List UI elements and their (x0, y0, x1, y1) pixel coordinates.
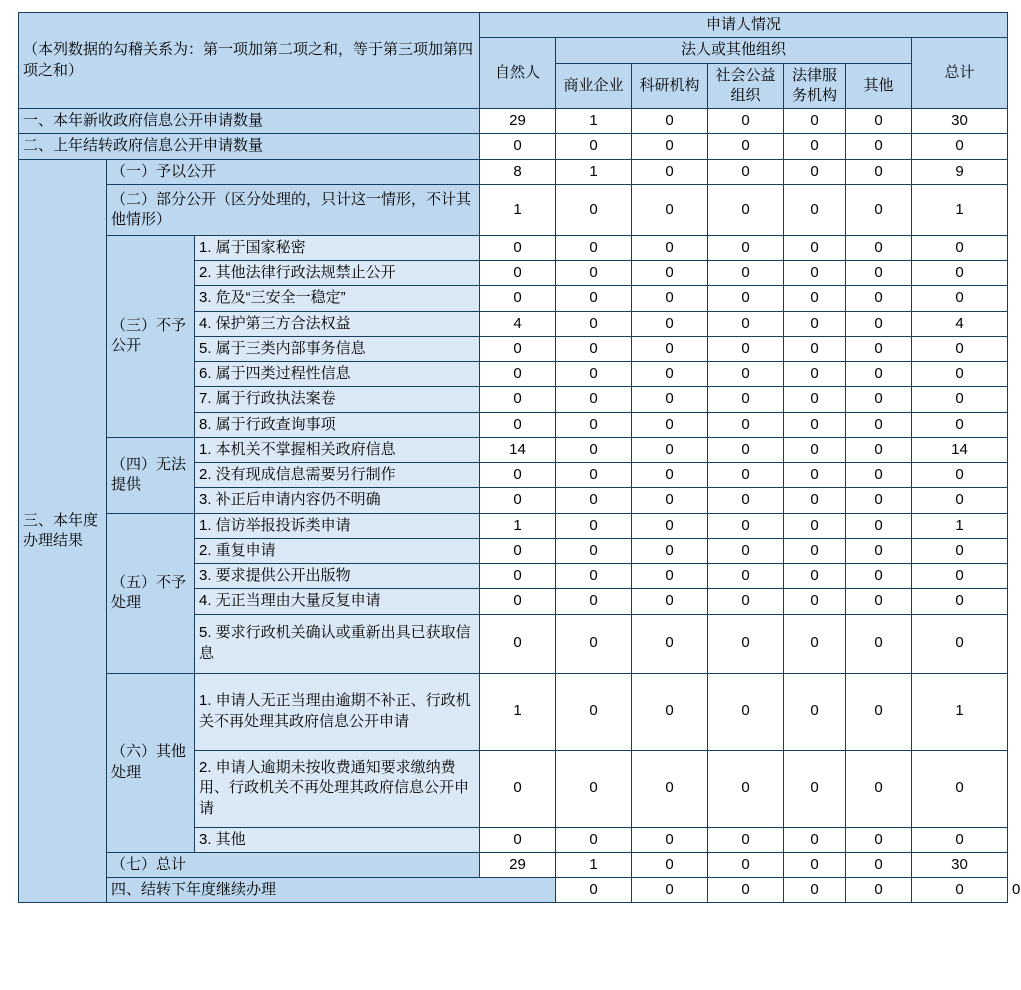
cell-value: 0 (846, 437, 912, 462)
row-label-carry-to-next-year: 四、结转下年度继续办理 (107, 878, 556, 903)
cell-value: 0 (708, 463, 784, 488)
cell-value: 0 (784, 878, 846, 903)
cell-value: 0 (708, 412, 784, 437)
cell-value: 1 (912, 513, 1008, 538)
cell-value: 0 (708, 362, 784, 387)
cell-value: 0 (632, 261, 708, 286)
cell-value: 8 (480, 159, 556, 184)
cell-value: 0 (784, 750, 846, 827)
row-label-item: 1. 信访举报投诉类申请 (195, 513, 480, 538)
cell-value: 0 (708, 387, 784, 412)
cell-value: 0 (632, 235, 708, 260)
cell-value: 0 (846, 614, 912, 673)
statistics-table (18, 12, 1021, 903)
cell-value: 0 (784, 589, 846, 614)
cell-value: 0 (912, 412, 1008, 437)
cell-value: 0 (912, 463, 1008, 488)
cell-value: 0 (784, 488, 846, 513)
cell-value: 0 (784, 311, 846, 336)
cell-value: 0 (784, 614, 846, 673)
cell-value: 0 (846, 488, 912, 513)
row-label-new-applications: 一、本年新收政府信息公开申请数量 (19, 109, 480, 134)
cell-value: 14 (480, 437, 556, 462)
cell-value: 0 (846, 362, 912, 387)
cell-value: 0 (708, 878, 784, 903)
cell-value: 0 (912, 827, 1008, 852)
cell-value: 0 (556, 134, 632, 159)
cell-value: 0 (784, 538, 846, 563)
cell-value: 0 (708, 437, 784, 462)
cell-value: 14 (912, 437, 1008, 462)
row-label-item: 3. 要求提供公开出版物 (195, 564, 480, 589)
cell-value: 0 (632, 827, 708, 852)
cell-value: 0 (556, 437, 632, 462)
cell-value: 0 (632, 159, 708, 184)
cell-value: 1 (480, 513, 556, 538)
cell-value: 0 (632, 852, 708, 877)
cell-value: 4 (480, 311, 556, 336)
cell-value: 0 (784, 437, 846, 462)
cell-value: 0 (708, 336, 784, 361)
cell-value: 0 (708, 261, 784, 286)
cell-value: 0 (912, 336, 1008, 361)
cell-value: 0 (632, 311, 708, 336)
section-label-annual-results: 三、本年度办理结果 (19, 159, 107, 903)
cell-value: 30 (912, 109, 1008, 134)
cell-value: 0 (480, 827, 556, 852)
cell-value: 0 (784, 336, 846, 361)
row-label-item: 1. 本机关不掌握相关政府信息 (195, 437, 480, 462)
cell-value: 0 (480, 336, 556, 361)
cell-value: 0 (480, 286, 556, 311)
cell-value: 0 (632, 488, 708, 513)
cell-value: 1 (480, 184, 556, 235)
row-label-item: 6. 属于四类过程性信息 (195, 362, 480, 387)
row-label-item: 1. 属于国家秘密 (195, 235, 480, 260)
row-carried-over-applications (19, 134, 1008, 159)
cell-value: 9 (912, 159, 1008, 184)
cell-value: 0 (480, 134, 556, 159)
row-partially-disclosed (19, 184, 1008, 235)
cell-value: 0 (480, 614, 556, 673)
row-label-item: 2. 重复申请 (195, 538, 480, 563)
cell-value: 0 (912, 235, 1008, 260)
cell-value: 0 (556, 589, 632, 614)
cell-value: 0 (632, 463, 708, 488)
cell-value: 0 (846, 463, 912, 488)
cell-value: 0 (708, 311, 784, 336)
cell-value: 0 (784, 412, 846, 437)
cell-value: 0 (846, 235, 912, 260)
cell-value: 0 (556, 513, 632, 538)
row-disclosed (19, 159, 1008, 184)
cell-value: 0 (632, 437, 708, 462)
cell-value: 29 (480, 109, 556, 134)
cell-value: 0 (846, 184, 912, 235)
cell-value: 0 (556, 827, 632, 852)
cell-value: 0 (480, 412, 556, 437)
cell-value: 0 (912, 488, 1008, 513)
header-legal-group: 法人或其他组织 (556, 38, 912, 63)
cell-value: 0 (784, 261, 846, 286)
cell-value: 0 (784, 235, 846, 260)
header-legal-service-org: 法律服务机构 (784, 63, 846, 109)
cell-value: 0 (632, 673, 708, 750)
group-label-not-disclosed: （三）不予公开 (107, 235, 195, 437)
cell-value: 0 (912, 261, 1008, 286)
row-label-item: 5. 属于三类内部事务信息 (195, 336, 480, 361)
row-label-item: 2. 没有现成信息需要另行制作 (195, 463, 480, 488)
cell-value: 0 (632, 336, 708, 361)
cell-value: 0 (556, 362, 632, 387)
cell-value: 1 (556, 159, 632, 184)
cell-value: 0 (708, 286, 784, 311)
cell-value: 0 (632, 286, 708, 311)
cell-value: 0 (632, 184, 708, 235)
cell-value: 0 (784, 362, 846, 387)
cell-value: 0 (708, 159, 784, 184)
header-research-institution: 科研机构 (632, 63, 708, 109)
cell-value: 0 (632, 134, 708, 159)
row-label-item: 3. 其他 (195, 827, 480, 852)
header-other: 其他 (846, 63, 912, 109)
cell-value: 0 (632, 362, 708, 387)
cell-value: 0 (708, 852, 784, 877)
row-section-total (19, 852, 1008, 877)
cell-value: 0 (480, 463, 556, 488)
cell-value: 0 (556, 564, 632, 589)
cell-value: 0 (846, 673, 912, 750)
row-not-processed-1 (19, 513, 1008, 538)
cell-value: 0 (784, 673, 846, 750)
cell-value: 0 (556, 261, 632, 286)
row-other-handling-1 (19, 673, 1008, 750)
header-commercial-enterprise: 商业企业 (556, 63, 632, 109)
cell-value: 0 (912, 362, 1008, 387)
row-carry-to-next-year: 四、结转下年度继续办理 0 0 0 0 0 0 0 (19, 878, 1008, 903)
row-label-item: 5. 要求行政机关确认或重新出具已获取信息 (195, 614, 480, 673)
cell-value: 0 (912, 878, 1008, 903)
cell-value: 0 (708, 750, 784, 827)
cell-value: 0 (708, 134, 784, 159)
cell-value: 0 (480, 538, 556, 563)
row-label-item: 3. 危及“三安全一稳定” (195, 286, 480, 311)
header-row-1 (19, 13, 1008, 38)
cell-value: 0 (556, 336, 632, 361)
cell-value: 0 (912, 286, 1008, 311)
row-label-item: 7. 属于行政执法案卷 (195, 387, 480, 412)
row-label-item: 2. 其他法律行政法规禁止公开 (195, 261, 480, 286)
cell-value: 0 (632, 387, 708, 412)
cell-value: 1 (556, 109, 632, 134)
cell-value: 0 (480, 589, 556, 614)
cell-value: 1 (912, 184, 1008, 235)
cell-value: 29 (480, 852, 556, 877)
cell-value: 0 (846, 538, 912, 563)
cell-value: 0 (556, 387, 632, 412)
cell-value: 0 (480, 750, 556, 827)
cell-value: 0 (846, 109, 912, 134)
header-applicant-group: 申请人情况 (480, 13, 1008, 38)
cell-value: 0 (846, 134, 912, 159)
row-label-item: 1. 申请人无正当理由逾期不补正、行政机关不再处理其政府信息公开申请 (195, 673, 480, 750)
cell-value: 0 (632, 589, 708, 614)
cell-value: 0 (846, 159, 912, 184)
cell-value: 0 (556, 311, 632, 336)
cell-value: 1 (480, 673, 556, 750)
cell-value: 0 (556, 412, 632, 437)
cell-value: 0 (846, 750, 912, 827)
cell-value: 0 (708, 513, 784, 538)
header-social-welfare-org: 社会公益组织 (708, 63, 784, 109)
cell-value: 0 (632, 614, 708, 673)
cell-value: 0 (708, 673, 784, 750)
group-label-other-handling: （六）其他处理 (107, 673, 195, 852)
cell-value: 0 (480, 235, 556, 260)
cell-value: 0 (784, 109, 846, 134)
cell-value: 0 (912, 134, 1008, 159)
cell-value: 0 (632, 109, 708, 134)
cell-value: 0 (708, 538, 784, 563)
cell-value: 0 (708, 564, 784, 589)
group-label-cannot-provide: （四）无法提供 (107, 437, 195, 513)
cell-value: 0 (846, 261, 912, 286)
cell-value: 0 (784, 852, 846, 877)
cell-value: 0 (846, 286, 912, 311)
cell-value: 0 (480, 362, 556, 387)
cell-value: 0 (556, 184, 632, 235)
cell-value: 1 (556, 852, 632, 877)
cell-value: 0 (480, 261, 556, 286)
cell-value: 0 (784, 564, 846, 589)
cell-value: 0 (846, 336, 912, 361)
cell-value: 0 (708, 827, 784, 852)
cell-value: 0 (846, 878, 912, 903)
cell-value: 30 (912, 852, 1008, 877)
cell-value: 0 (480, 488, 556, 513)
cell-value: 0 (846, 311, 912, 336)
cell-value: 0 (708, 235, 784, 260)
cell-value: 0 (912, 589, 1008, 614)
cell-value: 0 (784, 513, 846, 538)
cell-value: 0 (846, 513, 912, 538)
row-label-item: 3. 补正后申请内容仍不明确 (195, 488, 480, 513)
cell-value: 0 (708, 184, 784, 235)
row-label-carried-over: 二、上年结转政府信息公开申请数量 (19, 134, 480, 159)
group-label-not-processed: （五）不予处理 (107, 513, 195, 673)
cell-value: 0 (556, 488, 632, 513)
cell-value: 0 (632, 750, 708, 827)
cell-value: 0 (912, 750, 1008, 827)
cell-value: 0 (784, 184, 846, 235)
cell-value: 1 (912, 673, 1008, 750)
cell-value: 0 (632, 878, 708, 903)
cell-value: 0 (784, 159, 846, 184)
row-label-item: 2. 申请人逾期未按收费通知要求缴纳费用、行政机关不再处理其政府信息公开申请 (195, 750, 480, 827)
cell-value: 0 (846, 387, 912, 412)
cell-value: 0 (556, 878, 632, 903)
row-label-item: 4. 无正当理由大量反复申请 (195, 589, 480, 614)
cell-value: 0 (556, 538, 632, 563)
cell-value: 4 (912, 311, 1008, 336)
cell-value: 0 (480, 387, 556, 412)
cell-value: 0 (632, 564, 708, 589)
header-total: 总计 (912, 38, 1008, 109)
cell-value: 0 (912, 387, 1008, 412)
cell-value: 0 (708, 589, 784, 614)
cell-value: 0 (846, 412, 912, 437)
cell-value: 0 (784, 134, 846, 159)
row-label-section-total: （七）总计 (107, 852, 480, 877)
cell-value: 0 (846, 827, 912, 852)
cell-value: 0 (912, 564, 1008, 589)
cell-value: 0 (708, 109, 784, 134)
row-label-partially-disclosed: （二）部分公开（区分处理的，只计这一情形，不计其他情形） (107, 184, 480, 235)
cell-value: 0 (556, 235, 632, 260)
cell-value: 0 (784, 827, 846, 852)
row-cannot-provide-1 (19, 437, 1008, 462)
cell-value: 0 (556, 286, 632, 311)
note-cell: （本列数据的勾稽关系为：第一项加第二项之和，等于第三项加第四项之和） (19, 13, 480, 109)
cell-value: 0 (556, 614, 632, 673)
cell-value: 0 (912, 614, 1008, 673)
cell-value: 0 (708, 614, 784, 673)
header-natural-person: 自然人 (480, 38, 556, 109)
cell-value: 0 (846, 564, 912, 589)
cell-value: 0 (846, 852, 912, 877)
cell-value: 0 (784, 387, 846, 412)
row-label-item: 8. 属于行政查询事项 (195, 412, 480, 437)
cell-value: 0 (784, 463, 846, 488)
cell-value: 0 (846, 589, 912, 614)
cell-value: 0 (480, 564, 556, 589)
cell-value: 0 (556, 463, 632, 488)
row-label-item: 4. 保护第三方合法权益 (195, 311, 480, 336)
cell-value: 0 (556, 673, 632, 750)
cell-value: 0 (556, 750, 632, 827)
cell-value: 0 (632, 538, 708, 563)
cell-value: 0 (632, 412, 708, 437)
cell-value: 0 (708, 488, 784, 513)
row-new-applications (19, 109, 1008, 134)
row-not-disclosed-1 (19, 235, 1008, 260)
cell-value: 0 (912, 538, 1008, 563)
cell-value: 0 (784, 286, 846, 311)
row-label-disclosed: （一）予以公开 (107, 159, 480, 184)
cell-value: 0 (632, 513, 708, 538)
